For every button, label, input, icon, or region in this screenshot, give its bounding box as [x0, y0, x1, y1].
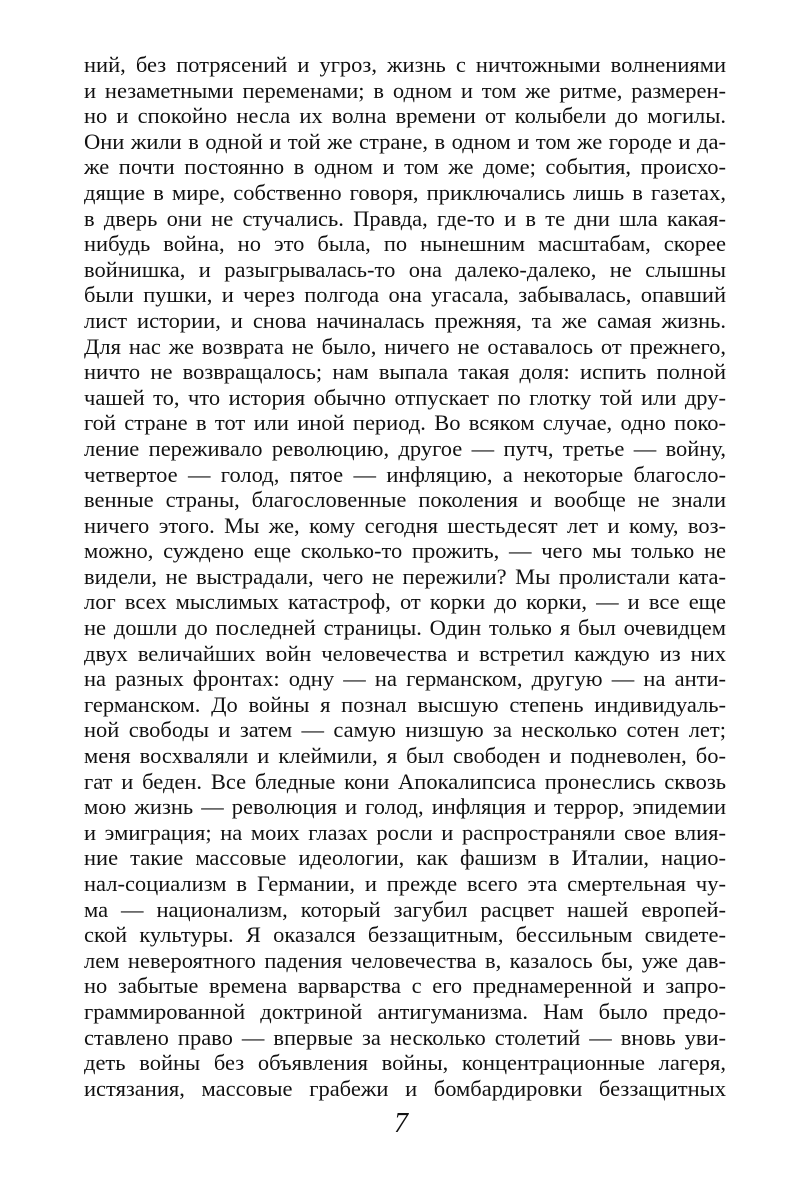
text-line: ничего этого. Мы же, кому сегодня шестьдесят лет и кому, воз- — [84, 512, 726, 538]
text-line: венные страны, благословенные поколения и вообще не знали — [84, 487, 726, 513]
text-line: но и спокойно несла их волна времени от колыбели до могилы. — [84, 103, 726, 129]
text-line: четвертое — голод, пятое — инфляцию, а некоторые благосло- — [84, 461, 726, 487]
text-line: дящие в мире, собственно говоря, приключались лишь в газетах, — [84, 179, 726, 205]
text-line: ма — национализм, который загубил расцвет нашей европей- — [84, 896, 726, 922]
text-line: видели, не выстрадали, чего не пережили? Мы пролистали ката- — [84, 563, 726, 589]
page-number: 7 — [394, 1108, 408, 1139]
text-line: ние такие массовые идеологии, как фашизм в Италии, нацио- — [84, 845, 726, 871]
text-line: ление переживало революцию, другое — путч, третье — войну, — [84, 435, 726, 461]
text-line: германском. До войны я познал высшую степень индивидуаль- — [84, 691, 726, 717]
text-line: ничто не возвращалось; нам выпала такая доля: испить полной — [84, 359, 726, 385]
text-line: и эмиграция; на моих глазах росли и распространяли свое влия- — [84, 819, 726, 845]
text-line: лог всех мыслимых катастроф, от корки до корки, — и все еще — [84, 589, 726, 615]
text-line: ний, без потрясений и угроз, жизнь с ничтожными волнениями — [84, 52, 726, 77]
text-line: нибудь война, но это была, по нынешним масштабам, скорее — [84, 231, 726, 257]
text-line: в дверь они не стучались. Правда, где-то и в те дни шла какая- — [84, 205, 726, 231]
text-line: истязания, массовые грабежи и бомбардировки беззащитных — [84, 1075, 726, 1101]
text-line: Для нас же возврата не было, ничего не оставалось от прежнего, — [84, 333, 726, 359]
text-line: но забытые времена варварства с его преднамеренной и запро- — [84, 973, 726, 999]
text-line: ной свободы и затем — самую низшую за несколько сотен лет; — [84, 717, 726, 743]
text-line: лем невероятного падения человечества в, казалось бы, уже дав- — [84, 947, 726, 973]
text-line: гат и беден. Все бледные кони Апокалипсиса пронеслись сквозь — [84, 768, 726, 794]
text-line: можно, суждено еще сколько-то прожить, — чего мы только не — [84, 538, 726, 564]
text-line: чашей то, что история обычно отпускает по глотку той или дру- — [84, 384, 726, 410]
text-line: и незаметными переменами; в одном и том же ритме, размерен- — [84, 77, 726, 103]
text-line: двух величайших войн человечества и встретил каждую из них — [84, 640, 726, 666]
page-body — [84, 52, 726, 1101]
text-line: деть войны без объявления войны, концентрационные лагеря, — [84, 1050, 726, 1076]
text-line: войнишка, и разыгрывалась-то она далеко-далеко, не слышны — [84, 256, 726, 282]
text-line: не дошли до последней страницы. Один только я был очевидцем — [84, 615, 726, 641]
text-line: мою жизнь — революция и голод, инфляция и террор, эпидемии — [84, 794, 726, 820]
text-line: меня восхваляли и клеймили, я был свободен и подневолен, бо- — [84, 743, 726, 769]
text-line: ставлено право — впервые за несколько столетий — вновь уви- — [84, 1024, 726, 1050]
text-line: гой стране в тот или иной период. Во всяком случае, одно поко- — [84, 410, 726, 436]
text-line: были пушки, и через полгода она угасала, забывалась, опавший — [84, 282, 726, 308]
text-line: лист истории, и снова начиналась прежняя, та же самая жизнь. — [84, 307, 726, 333]
text-line: Они жили в одной и той же стране, в одном и том же городе и да- — [84, 128, 726, 154]
text-line: же почти постоянно в одном и том же доме; события, происхо- — [84, 154, 726, 180]
text-line: на разных фронтах: одну — на германском, другую — на анти- — [84, 666, 726, 692]
text-line: граммированной доктриной антигуманизма. Нам было предо- — [84, 998, 726, 1024]
text-line: ской культуры. Я оказался беззащитным, бессильным свидете- — [84, 922, 726, 948]
text-line: нал-социализм в Германии, и прежде всего эта смертельная чу- — [84, 871, 726, 896]
